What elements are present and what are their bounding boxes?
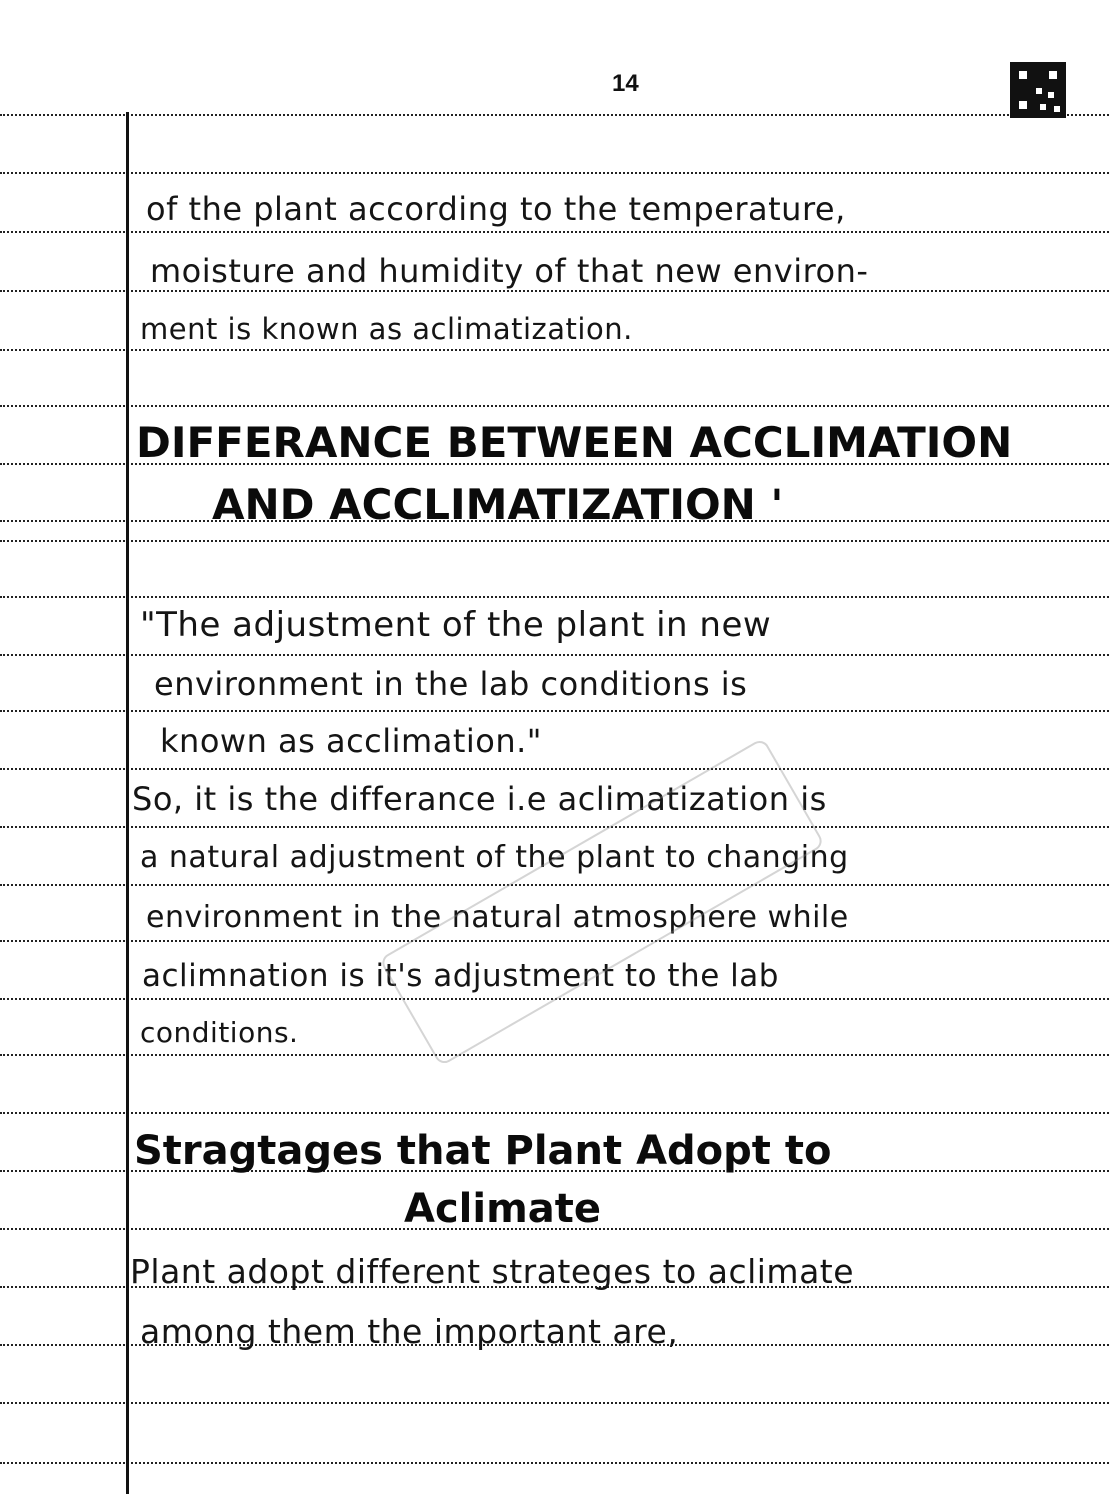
ruled-line [0, 1112, 1109, 1114]
text-line: ment is known as aclimatization. [140, 312, 633, 346]
ruled-line [0, 349, 1109, 351]
text-line: known as acclimation." [160, 722, 543, 760]
text-line: conditions. [140, 1016, 299, 1049]
section-heading: Aclimate [404, 1186, 602, 1232]
ruled-line [0, 114, 1109, 116]
ruled-line [0, 710, 1109, 712]
ruled-line [0, 405, 1109, 407]
ruled-line [0, 1462, 1109, 1464]
ruled-line [0, 540, 1109, 542]
ruled-line [0, 768, 1109, 770]
text-line: among them the important are, [140, 1312, 679, 1351]
page-number: 14 [612, 70, 639, 97]
text-line: of the plant according to the temperature, [146, 190, 846, 228]
ruled-line [0, 1402, 1109, 1404]
ruled-line [0, 654, 1109, 656]
ruled-line [0, 172, 1109, 174]
ruled-line [0, 826, 1109, 828]
text-line: environment in the lab conditions is [154, 665, 748, 703]
section-heading: Stragtages that Plant Adopt to [134, 1128, 832, 1174]
text-line: aclimnation is it's adjustment to the lab [142, 958, 779, 994]
qr-code-icon [1010, 62, 1066, 118]
ruled-line [0, 290, 1109, 292]
text-line: environment in the natural atmosphere while [146, 900, 849, 935]
text-line: "The adjustment of the plant in new [140, 605, 772, 645]
section-heading: AND ACCLIMATIZATION ' [212, 480, 784, 529]
margin-line [126, 112, 129, 1494]
section-heading: DIFFERANCE BETWEEN ACCLIMATION [136, 418, 1013, 467]
text-line: So, it is the differance i.e aclimatization is [132, 780, 827, 818]
ruled-line [0, 1054, 1109, 1056]
text-line: moisture and humidity of that new environ- [150, 252, 869, 290]
text-line: Plant adopt different strateges to aclimate [130, 1252, 855, 1291]
ruled-line [0, 231, 1109, 233]
text-line: a natural adjustment of the plant to changing [140, 840, 849, 875]
ruled-line [0, 596, 1109, 598]
